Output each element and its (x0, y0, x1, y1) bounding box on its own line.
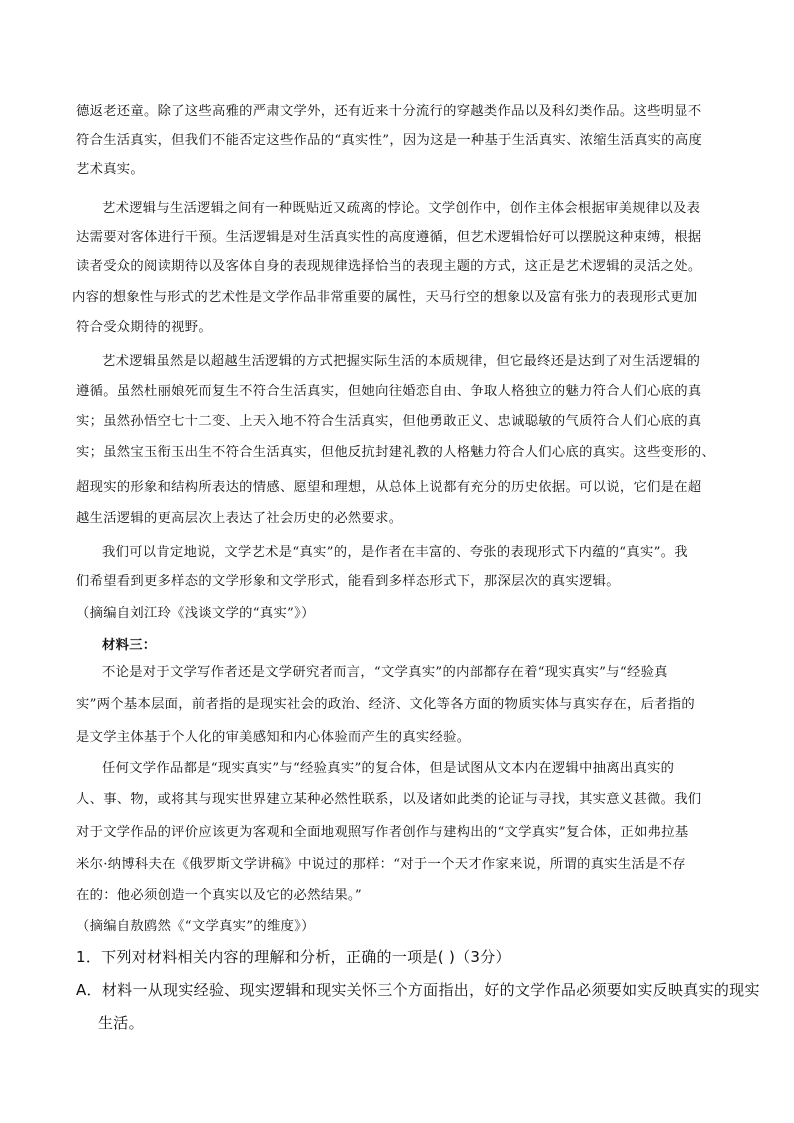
source-citation: （摘编自敖鸥然《“文学真实”的维度》） (76, 919, 315, 934)
paragraph-line: 在的：他必须创造一个真实以及它的必然结果。” (76, 888, 362, 903)
paragraph-line: 超现实的形象和结构所表达的情感、愿望和理想，从总体上说都有充分的历史依据。可以说，它们是在超 (76, 480, 702, 495)
paragraph-line: 艺术真实。 (76, 162, 144, 177)
paragraph-line: 达需要对客体进行干预。生活逻辑是对生活真实性的高度遵循，但艺术逻辑恰好可以摆脱这种束缚，根据 (76, 230, 702, 245)
paragraph-line: 艺术逻辑虽然是以超越生活逻辑的方式把握实际生活的本质规律，但它最终还是达到了对生活逻辑的 (102, 354, 701, 369)
paragraph-line: 内容的想象性与形式的艺术性是文学作品非常重要的属性，天马行空的想象以及富有张力的表现形式更加 (72, 290, 698, 305)
paragraph-line: 读者受众的阅读期待以及客体自身的表现规律选择恰当的表现主题的方式，这正是艺术逻辑的灵活之处。 (76, 259, 702, 274)
paragraph-line: 符合生活真实，但我们不能否定这些作品的“真实性”，因为这是一种基于生活真实、浓缩生活真实的高度 (76, 133, 703, 148)
paragraph-line: 艺术逻辑与生活逻辑之间有一种既贴近又疏离的悖论。文学创作中，创作主体会根据审美规律以及表 (102, 201, 701, 216)
paragraph-line: 实；虽然宝玉衔玉出生不符合生活真实，但他反抗封建礼教的人格魅力符合人们心底的真实。这些变形的、 (76, 445, 716, 460)
paragraph-line: 实；虽然孙悟空七十二变、上天入地不符合生活真实，但他勇敢正义、忠诚聪敏的气质符合人们心底的真 (76, 414, 702, 429)
paragraph-line: 实”两个基本层面，前者指的是现实社会的政治、经济、文化等各方面的物质实体与真实存在，后者指的 (76, 697, 695, 712)
option-a-continuation: 生活。 (98, 1014, 144, 1032)
paragraph-line: 米尔·纳博科夫在《俄罗斯文学讲稿》中说过的那样：“对于一个天才作家来说，所谓的真实生活是不存 (76, 857, 686, 872)
paragraph-line: 们希望看到更多样态的文学形象和文学形式，能看到多样态形式下，那深层次的真实逻辑。 (76, 574, 620, 589)
paragraph-line: 我们可以肯定地说，文学艺术是“真实”的，是作者在丰富的、夸张的表现形式下内蕴的“真实”。我 (102, 545, 688, 560)
question-stem: 1．下列对材料相关内容的理解和分析，正确的一项是( )（3分） (76, 948, 511, 966)
paragraph-line: 符合受众期待的视野。 (76, 320, 212, 335)
paragraph-line: 是文学主体基于个人化的审美感知和内心体验而产生的真实经验。 (76, 730, 471, 745)
paragraph-line: 德返老还童。除了这些高雅的严肃文学外，还有近来十分流行的穿越类作品以及科幻类作品。这些明显不 (76, 104, 702, 119)
option-a: A．材料一从现实经验、现实逻辑和现实关怀三个方面指出，好的文学作品必须要如实反映真实的现实 (76, 981, 760, 999)
paragraph-line: 遵循。虽然杜丽娘死而复生不符合生活真实，但她向往婚恋自由、争取人格独立的魅力符合人们心底的真 (76, 384, 702, 399)
paragraph-line: 对于文学作品的评价应该更为客观和全面地观照写作者创作与建构出的“文学真实”复合体，正如弗拉基 (76, 825, 689, 840)
paragraph-line: 不论是对于文学写作者还是文学研究者而言，“文学真实”的内部都存在着“现实真实”与“经验真 (102, 665, 668, 680)
material-heading: 材料三： (102, 638, 157, 653)
paragraph-line: 越生活逻辑的更高层次上表达了社会历史的必然要求。 (76, 511, 403, 526)
paragraph-line: 人、事、物，或将其与现实世界建立某种必然性联系，以及诸如此类的论证与寻找，其实意义甚微。我们 (76, 792, 702, 807)
paragraph-line: 任何文学作品都是“现实真实”与“经验真实”的复合体，但是试图从文本内在逻辑中抽离出真实的 (102, 761, 675, 776)
source-citation: （摘编自刘江玲《浅谈文学的“真实”》） (76, 606, 315, 621)
